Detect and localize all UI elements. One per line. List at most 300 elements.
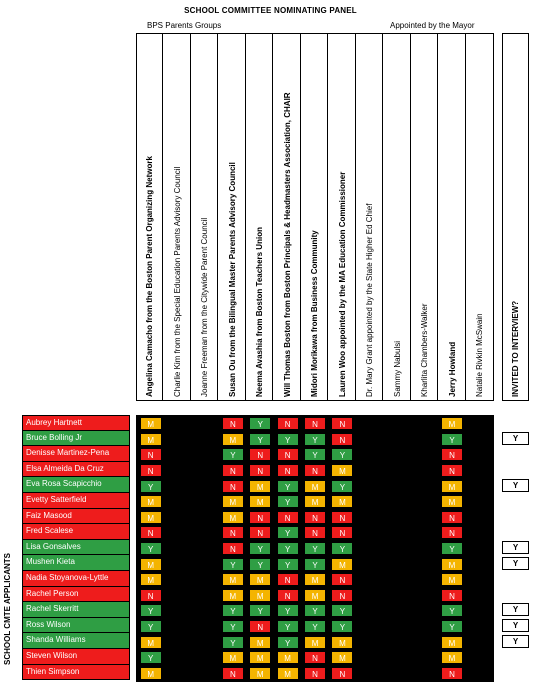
member-column-header bbox=[247, 34, 273, 400]
invited-badge: Y bbox=[502, 479, 529, 492]
invite-header-label: INVITED TO INTERVIEW? bbox=[511, 300, 520, 397]
vote-cell bbox=[301, 588, 328, 604]
vote-cell bbox=[356, 634, 383, 650]
table-row bbox=[137, 432, 493, 448]
invited-empty bbox=[502, 463, 529, 476]
invited-row bbox=[502, 633, 529, 649]
vote-cell bbox=[247, 432, 274, 448]
vote-value: N bbox=[441, 464, 463, 477]
vote-value bbox=[386, 589, 408, 602]
vote-cell bbox=[411, 666, 438, 682]
vote-cell bbox=[192, 510, 219, 526]
vote-value bbox=[167, 573, 189, 586]
vote-cell bbox=[247, 650, 274, 666]
applicant-name: Rachel Person bbox=[22, 587, 130, 603]
vote-cell bbox=[356, 416, 383, 432]
vote-value bbox=[414, 448, 436, 461]
invited-row bbox=[502, 540, 529, 556]
invited-badge: Y bbox=[502, 619, 529, 632]
vote-cell bbox=[329, 525, 356, 541]
vote-value: N bbox=[331, 417, 353, 430]
vote-cell bbox=[137, 666, 164, 682]
member-label: Angelina Camacho from the Boston Parent Organizing Network bbox=[145, 156, 154, 397]
vote-cell bbox=[384, 463, 411, 479]
vote-value bbox=[468, 573, 490, 586]
vote-value bbox=[386, 433, 408, 446]
member-label: Sammy Nabulsi bbox=[392, 340, 402, 397]
vote-cell bbox=[356, 666, 383, 682]
vote-cell bbox=[411, 494, 438, 510]
vote-value: M bbox=[222, 651, 244, 664]
vote-cell bbox=[411, 463, 438, 479]
vote-cell bbox=[274, 588, 301, 604]
invited-row bbox=[502, 571, 529, 587]
vote-value: N bbox=[331, 573, 353, 586]
vote-value: N bbox=[249, 620, 271, 633]
invited-badge: Y bbox=[502, 603, 529, 616]
vote-cell bbox=[247, 634, 274, 650]
side-label-applicants: SCHOOL CMTE APPLICANTS bbox=[3, 552, 12, 665]
vote-cell bbox=[356, 541, 383, 557]
vote-cell bbox=[384, 478, 411, 494]
member-column-header bbox=[467, 34, 493, 400]
vote-cell bbox=[438, 447, 465, 463]
vote-cell bbox=[137, 572, 164, 588]
invited-row bbox=[502, 493, 529, 509]
vote-cell bbox=[411, 541, 438, 557]
vote-cell bbox=[356, 510, 383, 526]
vote-value: Y bbox=[277, 604, 299, 617]
vote-value: M bbox=[222, 511, 244, 524]
vote-value: Y bbox=[331, 448, 353, 461]
vote-cell bbox=[356, 494, 383, 510]
vote-value bbox=[414, 495, 436, 508]
invited-row bbox=[502, 618, 529, 634]
vote-grid bbox=[136, 415, 494, 682]
vote-cell bbox=[164, 510, 191, 526]
vote-value bbox=[386, 464, 408, 477]
vote-value bbox=[359, 511, 381, 524]
vote-cell bbox=[411, 432, 438, 448]
vote-value bbox=[468, 542, 490, 555]
vote-value: N bbox=[304, 417, 326, 430]
vote-cell bbox=[301, 634, 328, 650]
vote-cell bbox=[192, 619, 219, 635]
vote-cell bbox=[274, 541, 301, 557]
vote-value: M bbox=[277, 667, 299, 680]
vote-value: N bbox=[304, 667, 326, 680]
vote-value: N bbox=[441, 667, 463, 680]
vote-cell bbox=[329, 416, 356, 432]
vote-cell bbox=[466, 634, 493, 650]
vote-value: Y bbox=[277, 480, 299, 493]
applicant-name: Mushen Kieta bbox=[22, 555, 130, 571]
vote-cell bbox=[466, 588, 493, 604]
vote-value: Y bbox=[277, 526, 299, 539]
vote-value bbox=[386, 448, 408, 461]
vote-value bbox=[359, 620, 381, 633]
vote-cell bbox=[466, 603, 493, 619]
vote-value: M bbox=[249, 667, 271, 680]
vote-value bbox=[359, 558, 381, 571]
vote-value: Y bbox=[304, 433, 326, 446]
vote-cell bbox=[356, 588, 383, 604]
vote-cell bbox=[411, 478, 438, 494]
vote-cell bbox=[247, 494, 274, 510]
vote-value: M bbox=[222, 495, 244, 508]
vote-value: N bbox=[222, 480, 244, 493]
vote-value bbox=[386, 604, 408, 617]
vote-cell bbox=[164, 463, 191, 479]
vote-cell bbox=[411, 619, 438, 635]
vote-value bbox=[167, 651, 189, 664]
vote-cell bbox=[329, 510, 356, 526]
vote-cell bbox=[438, 650, 465, 666]
vote-value: Y bbox=[249, 433, 271, 446]
vote-cell bbox=[356, 432, 383, 448]
vote-value: Y bbox=[222, 604, 244, 617]
vote-value bbox=[414, 417, 436, 430]
vote-cell bbox=[137, 556, 164, 572]
vote-cell bbox=[356, 650, 383, 666]
vote-cell bbox=[164, 650, 191, 666]
vote-value: N bbox=[277, 589, 299, 602]
vote-value bbox=[167, 511, 189, 524]
vote-value bbox=[167, 526, 189, 539]
vote-value bbox=[468, 636, 490, 649]
vote-value: Y bbox=[277, 495, 299, 508]
vote-cell bbox=[329, 541, 356, 557]
vote-cell bbox=[329, 588, 356, 604]
vote-cell bbox=[384, 634, 411, 650]
vote-cell bbox=[438, 463, 465, 479]
vote-cell bbox=[329, 556, 356, 572]
vote-value: M bbox=[304, 589, 326, 602]
vote-cell bbox=[192, 447, 219, 463]
vote-value bbox=[194, 636, 216, 649]
vote-value bbox=[468, 448, 490, 461]
vote-cell bbox=[137, 447, 164, 463]
invited-empty bbox=[502, 494, 529, 507]
vote-value: N bbox=[249, 464, 271, 477]
invite-header-column bbox=[502, 33, 529, 401]
vote-value: Y bbox=[331, 604, 353, 617]
table-row bbox=[137, 650, 493, 666]
invited-empty bbox=[502, 447, 529, 460]
vote-cell bbox=[137, 494, 164, 510]
vote-value bbox=[359, 495, 381, 508]
table-row bbox=[137, 447, 493, 463]
vote-value bbox=[167, 667, 189, 680]
vote-cell bbox=[301, 416, 328, 432]
vote-value: N bbox=[222, 542, 244, 555]
vote-value bbox=[194, 480, 216, 493]
vote-value bbox=[167, 464, 189, 477]
vote-cell bbox=[192, 588, 219, 604]
member-column-header bbox=[412, 34, 438, 400]
member-label: Will Thomas Boston from Boston Principals & Headmasters Association, CHAIR bbox=[282, 92, 292, 397]
vote-value: N bbox=[140, 589, 162, 602]
vote-cell bbox=[384, 603, 411, 619]
vote-value: Y bbox=[304, 448, 326, 461]
table-row bbox=[137, 666, 493, 682]
invited-empty bbox=[502, 666, 529, 679]
vote-cell bbox=[137, 603, 164, 619]
vote-cell bbox=[164, 603, 191, 619]
vote-value bbox=[386, 558, 408, 571]
vote-value bbox=[386, 667, 408, 680]
vote-cell bbox=[247, 525, 274, 541]
invited-row bbox=[502, 649, 529, 665]
invited-row bbox=[502, 524, 529, 540]
vote-value bbox=[386, 480, 408, 493]
vote-value bbox=[468, 604, 490, 617]
vote-cell bbox=[274, 556, 301, 572]
vote-value bbox=[414, 651, 436, 664]
vote-cell bbox=[247, 603, 274, 619]
vote-value bbox=[468, 651, 490, 664]
vote-cell bbox=[192, 603, 219, 619]
vote-cell bbox=[438, 588, 465, 604]
vote-cell bbox=[466, 432, 493, 448]
vote-cell bbox=[301, 556, 328, 572]
vote-value: M bbox=[140, 667, 162, 680]
table-row bbox=[137, 541, 493, 557]
vote-value bbox=[359, 651, 381, 664]
vote-value: M bbox=[222, 573, 244, 586]
vote-cell bbox=[301, 666, 328, 682]
invited-row bbox=[502, 665, 529, 681]
vote-cell bbox=[384, 666, 411, 682]
vote-cell bbox=[247, 510, 274, 526]
vote-value bbox=[194, 464, 216, 477]
vote-cell bbox=[438, 416, 465, 432]
vote-cell bbox=[301, 510, 328, 526]
vote-cell bbox=[247, 541, 274, 557]
table-row bbox=[137, 572, 493, 588]
applicant-name: Steven Wilson bbox=[22, 649, 130, 665]
vote-value bbox=[386, 620, 408, 633]
vote-cell bbox=[219, 619, 246, 635]
vote-value: Y bbox=[304, 542, 326, 555]
vote-value bbox=[414, 511, 436, 524]
vote-cell bbox=[192, 650, 219, 666]
vote-cell bbox=[219, 603, 246, 619]
vote-cell bbox=[137, 478, 164, 494]
vote-cell bbox=[466, 525, 493, 541]
table-row bbox=[137, 478, 493, 494]
vote-value: N bbox=[222, 464, 244, 477]
vote-cell bbox=[329, 494, 356, 510]
vote-cell bbox=[356, 556, 383, 572]
vote-cell bbox=[192, 494, 219, 510]
vote-cell bbox=[164, 447, 191, 463]
vote-cell bbox=[219, 541, 246, 557]
vote-cell bbox=[466, 494, 493, 510]
vote-cell bbox=[411, 510, 438, 526]
vote-cell bbox=[301, 478, 328, 494]
member-label: Susan Ou from the Bilingual Master Parents Advisory Council bbox=[227, 162, 237, 397]
vote-value: M bbox=[140, 511, 162, 524]
table-row bbox=[137, 588, 493, 604]
vote-cell bbox=[438, 541, 465, 557]
vote-value: M bbox=[277, 651, 299, 664]
vote-cell bbox=[137, 619, 164, 635]
vote-cell bbox=[137, 541, 164, 557]
member-label: Joanne Freeman from the Citywide Parent Council bbox=[200, 217, 209, 397]
vote-cell bbox=[247, 556, 274, 572]
vote-cell bbox=[137, 432, 164, 448]
invited-column bbox=[502, 415, 529, 680]
vote-cell bbox=[192, 541, 219, 557]
vote-value bbox=[194, 604, 216, 617]
vote-value bbox=[386, 495, 408, 508]
member-label: Midori Morikawa from Business Community bbox=[310, 230, 319, 397]
vote-value: Y bbox=[249, 604, 271, 617]
vote-cell bbox=[164, 432, 191, 448]
vote-cell bbox=[192, 572, 219, 588]
vote-value: N bbox=[304, 526, 326, 539]
vote-value: M bbox=[441, 417, 463, 430]
vote-cell bbox=[274, 634, 301, 650]
vote-value bbox=[167, 558, 189, 571]
vote-cell bbox=[164, 525, 191, 541]
vote-cell bbox=[274, 666, 301, 682]
vote-value: Y bbox=[277, 542, 299, 555]
vote-cell bbox=[329, 666, 356, 682]
vote-value bbox=[194, 651, 216, 664]
member-label: Neema Avashia from Boston Teachers Union bbox=[255, 227, 264, 397]
member-label: Natalie Rivkin McSwain bbox=[475, 313, 484, 397]
vote-cell bbox=[466, 556, 493, 572]
vote-value: Y bbox=[140, 604, 162, 617]
vote-cell bbox=[438, 525, 465, 541]
member-label: Lauren Woo appointed by the MA Education Commissioner bbox=[337, 171, 347, 397]
vote-cell bbox=[329, 432, 356, 448]
vote-cell bbox=[438, 572, 465, 588]
vote-value: M bbox=[441, 573, 463, 586]
vote-cell bbox=[247, 478, 274, 494]
invited-badge: Y bbox=[502, 541, 529, 554]
vote-value: N bbox=[277, 464, 299, 477]
vote-cell bbox=[219, 494, 246, 510]
vote-cell bbox=[438, 666, 465, 682]
vote-value bbox=[194, 417, 216, 430]
vote-cell bbox=[301, 447, 328, 463]
vote-cell bbox=[466, 572, 493, 588]
vote-cell bbox=[466, 510, 493, 526]
vote-value bbox=[194, 589, 216, 602]
applicant-name-list bbox=[22, 415, 130, 680]
vote-cell bbox=[384, 432, 411, 448]
vote-value: Y bbox=[277, 558, 299, 571]
vote-value: Y bbox=[441, 620, 463, 633]
vote-value bbox=[167, 604, 189, 617]
vote-value: M bbox=[304, 495, 326, 508]
vote-value: N bbox=[331, 667, 353, 680]
vote-value: M bbox=[222, 589, 244, 602]
vote-value: M bbox=[441, 495, 463, 508]
vote-value: M bbox=[140, 573, 162, 586]
vote-cell bbox=[384, 447, 411, 463]
vote-cell bbox=[466, 619, 493, 635]
table-row bbox=[137, 416, 493, 432]
vote-value bbox=[194, 526, 216, 539]
table-row bbox=[137, 463, 493, 479]
invited-empty bbox=[502, 588, 529, 601]
vote-cell bbox=[301, 650, 328, 666]
vote-cell bbox=[384, 541, 411, 557]
vote-value: Y bbox=[441, 433, 463, 446]
vote-value bbox=[194, 495, 216, 508]
vote-cell bbox=[438, 556, 465, 572]
page-title: SCHOOL COMMITTEE NOMINATING PANEL bbox=[184, 6, 357, 15]
vote-value: N bbox=[441, 589, 463, 602]
vote-value bbox=[386, 651, 408, 664]
vote-value: N bbox=[140, 448, 162, 461]
vote-cell bbox=[219, 478, 246, 494]
vote-value: Y bbox=[277, 620, 299, 633]
vote-value bbox=[359, 417, 381, 430]
member-label: Dr. Mary Grant appointed by the State Higher Ed Chief bbox=[365, 203, 374, 397]
vote-cell bbox=[384, 556, 411, 572]
vote-cell bbox=[438, 478, 465, 494]
vote-cell bbox=[438, 603, 465, 619]
applicant-name: Aubrey Hartnett bbox=[22, 415, 130, 431]
vote-cell bbox=[411, 416, 438, 432]
vote-value: M bbox=[140, 495, 162, 508]
vote-value bbox=[414, 464, 436, 477]
vote-value: M bbox=[140, 558, 162, 571]
vote-value bbox=[468, 526, 490, 539]
vote-cell bbox=[164, 572, 191, 588]
vote-value: N bbox=[441, 526, 463, 539]
vote-value: M bbox=[140, 433, 162, 446]
vote-cell bbox=[356, 478, 383, 494]
vote-cell bbox=[329, 447, 356, 463]
vote-value: Y bbox=[140, 480, 162, 493]
applicant-name: Ross Wilson bbox=[22, 618, 130, 634]
vote-cell bbox=[274, 432, 301, 448]
vote-value bbox=[414, 667, 436, 680]
invited-empty bbox=[502, 525, 529, 538]
invited-badge: Y bbox=[502, 635, 529, 648]
vote-value bbox=[359, 604, 381, 617]
applicant-name: Nadia Stoyanova-Lyttle bbox=[22, 571, 130, 587]
vote-value bbox=[194, 448, 216, 461]
vote-cell bbox=[219, 510, 246, 526]
vote-cell bbox=[301, 572, 328, 588]
vote-cell bbox=[329, 603, 356, 619]
vote-cell bbox=[192, 525, 219, 541]
invited-row bbox=[502, 587, 529, 603]
member-column-header bbox=[357, 34, 383, 400]
vote-value: M bbox=[222, 433, 244, 446]
vote-cell bbox=[356, 447, 383, 463]
member-label: Kharlita Chambers-Walker bbox=[420, 303, 429, 397]
vote-value: M bbox=[331, 495, 353, 508]
vote-value bbox=[414, 526, 436, 539]
vote-value bbox=[414, 636, 436, 649]
vote-value: Y bbox=[222, 558, 244, 571]
vote-cell bbox=[219, 634, 246, 650]
applicant-name: Eva Rosa Scapicchio bbox=[22, 477, 130, 493]
vote-cell bbox=[247, 447, 274, 463]
invited-row bbox=[502, 555, 529, 571]
vote-value: N bbox=[222, 417, 244, 430]
vote-value: N bbox=[331, 511, 353, 524]
vote-cell bbox=[356, 603, 383, 619]
